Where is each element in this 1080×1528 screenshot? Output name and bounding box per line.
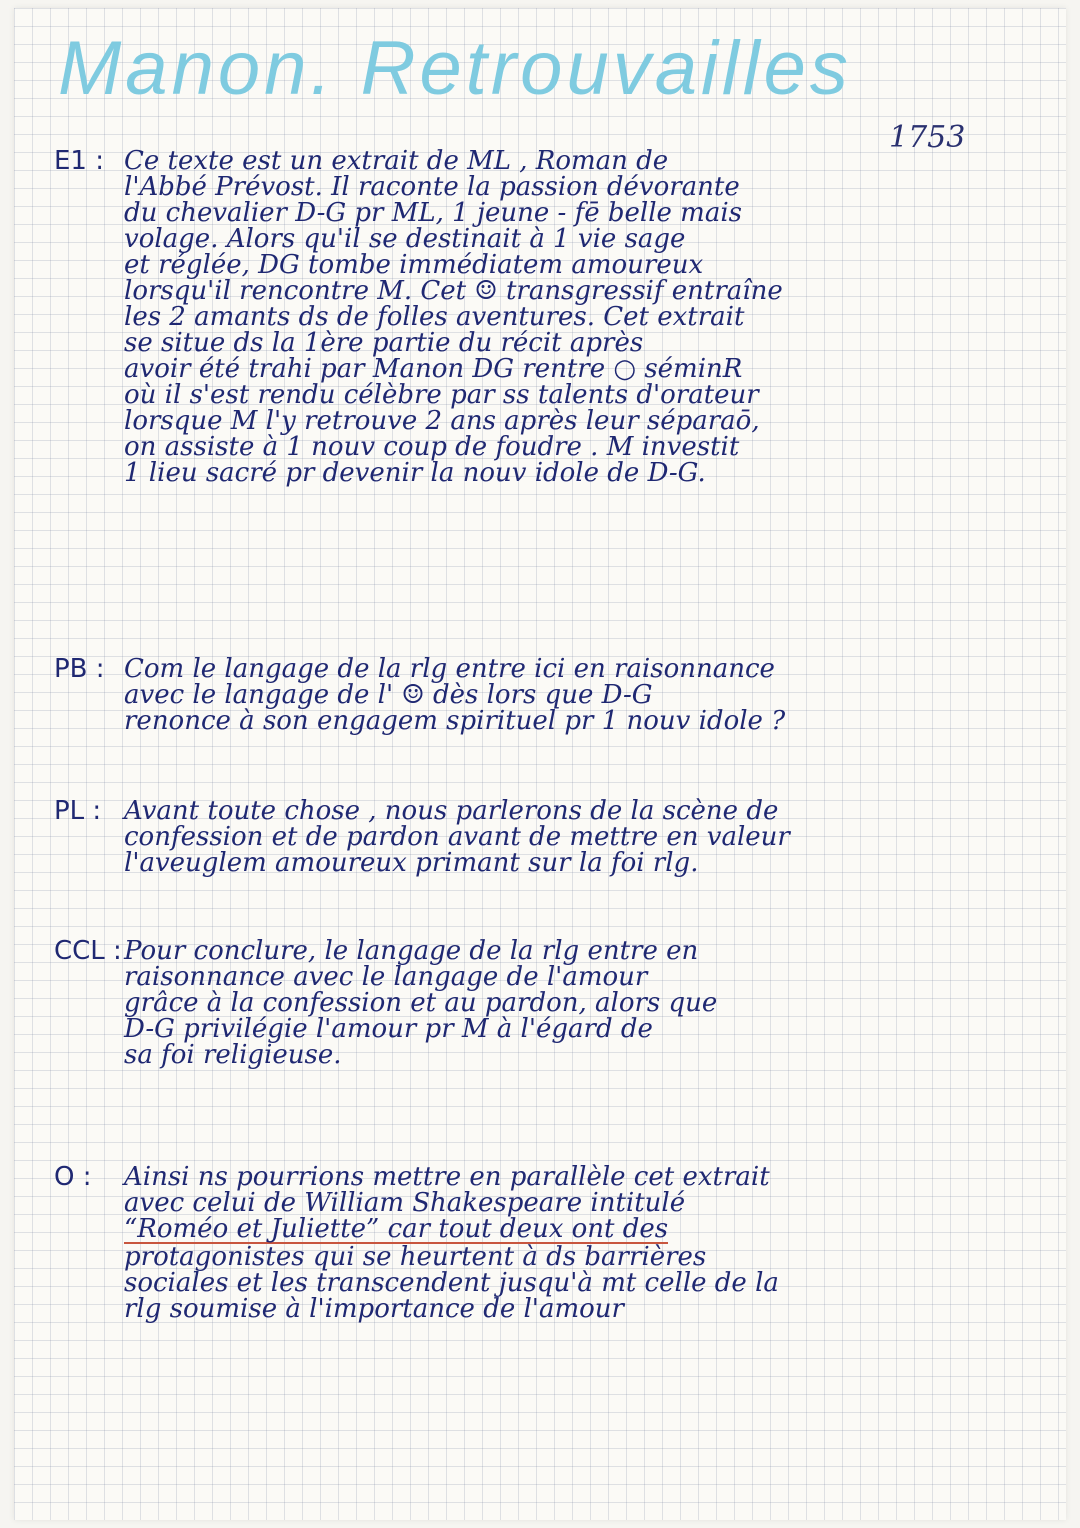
text-line: se situe ds la 1ère partie du récit après: [124, 328, 644, 358]
text-line: avoir été trahi par Manon DG rentre ○ séminR: [124, 354, 743, 384]
section-label: E1 :: [54, 146, 104, 176]
text-line: on assiste à 1 nouv coup de foudre . M investit: [124, 432, 740, 462]
text-line: lorsque M l'y retrouve 2 ans après leur séparaō,: [124, 406, 760, 436]
text-line: Ainsi ns pourrions mettre en parallèle cet extrait: [124, 1162, 770, 1192]
section-pb: [54, 656, 1044, 734]
text-line: Avant toute chose , nous parlerons de la scène de: [124, 796, 779, 826]
text-line: sa foi religieuse.: [124, 1040, 342, 1070]
text-line: du chevalier D-G pr ML, 1 jeune - fē belle mais: [124, 198, 742, 228]
text-line: avec le langage de l' ☺ dès lors que D-G: [124, 680, 653, 710]
section-o: [54, 1164, 1044, 1322]
text-line: D-G privilégie l'amour pr M à l'égard de: [124, 1014, 653, 1044]
text-line: 1 lieu sacré pr devenir la nouv idole de D-G.: [124, 458, 706, 488]
text-line: l'Abbé Prévost. Il raconte la passion dévorante: [124, 172, 740, 202]
text-line: raisonnance avec le langage de l'amour: [124, 962, 648, 992]
notebook-page: [14, 8, 1066, 1520]
text-line: Pour conclure, le langage de la rlg entre en: [124, 936, 699, 966]
text-line: rlg soumise à l'importance de l'amour: [124, 1294, 624, 1324]
text-line: l'aveuglem amoureux primant sur la foi rlg.: [124, 848, 699, 878]
year-label: 1753: [889, 120, 966, 155]
text-line: où il s'est rendu célèbre par ss talents d'orateur: [124, 380, 759, 410]
section-e1: [54, 148, 1044, 486]
text-line: lorsqu'il rencontre M. Cet ☺ transgressif entraîne: [124, 276, 783, 306]
text-line: confession et de pardon avant de mettre en valeur: [124, 822, 790, 852]
section-ccl: [54, 938, 1044, 1068]
text-line: sociales et les transcendent jusqu'à mt celle de la: [124, 1268, 779, 1298]
section-label: CCL :: [54, 936, 122, 966]
section-label: PL :: [54, 796, 102, 826]
text-line: protagonistes qui se heurtent à ds barrières: [124, 1242, 707, 1272]
text-line: Com le langage de la rlg entre ici en raisonnance: [124, 654, 775, 684]
text-line: volage. Alors qu'il se destinait à 1 vie sage: [124, 224, 686, 254]
text-line: grâce à la confession et au pardon, alors que: [124, 988, 718, 1018]
text-line-underlined: “Roméo et Juliette” car tout deux ont des: [124, 1214, 669, 1244]
page-title: Manon. Retrouvailles: [58, 26, 852, 111]
section-label: PB :: [54, 654, 105, 684]
section-label: O :: [54, 1162, 92, 1192]
text-line: renonce à son engagem spirituel pr 1 nouv idole ?: [124, 706, 786, 736]
section-pl: [54, 798, 1044, 876]
text-line: Ce texte est un extrait de ML , Roman de: [124, 146, 669, 176]
text-line: avec celui de William Shakespeare intitulé: [124, 1188, 686, 1218]
text-line: et réglée, DG tombe immédiatem amoureux: [124, 250, 704, 280]
text-line: les 2 amants ds de folles aventures. Cet extrait: [124, 302, 745, 332]
